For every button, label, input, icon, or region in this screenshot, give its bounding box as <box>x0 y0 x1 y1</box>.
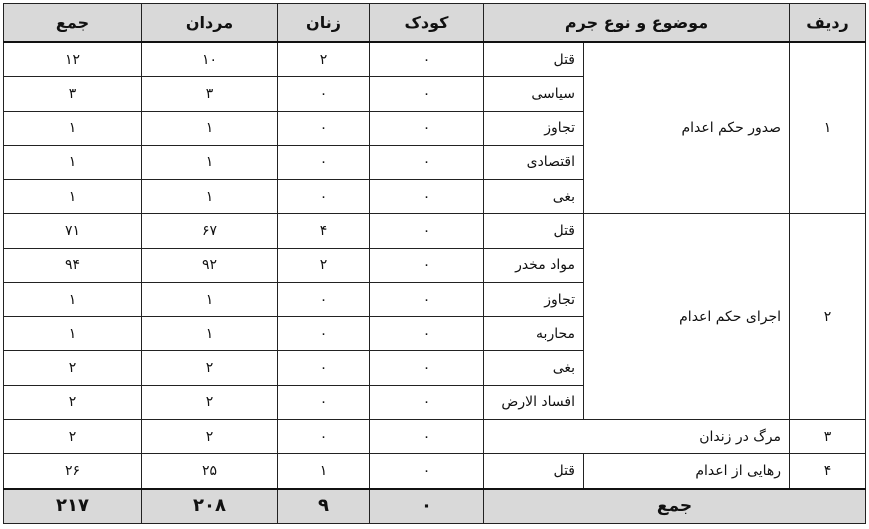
row-total: ۱ <box>4 111 142 145</box>
row-total: ۹۴ <box>4 248 142 282</box>
men-count: ۲۵ <box>142 454 278 489</box>
table-row <box>4 454 866 489</box>
execution-statistics-table <box>3 3 866 524</box>
children-count: ۰ <box>370 419 484 453</box>
children-count: ۰ <box>370 351 484 385</box>
children-count: ۰ <box>370 111 484 145</box>
category-label: صدور حکم اعدام <box>584 42 790 214</box>
row-total: ۱ <box>4 282 142 316</box>
row-index: ۱ <box>790 42 866 214</box>
row-total: ۱۲ <box>4 42 142 77</box>
row-total: ۲۶ <box>4 454 142 489</box>
men-count: ۱۰ <box>142 42 278 77</box>
men-count: ۲ <box>142 351 278 385</box>
grand-total: ۲۱۷ <box>4 489 142 524</box>
crime-type: مواد مخدر <box>484 248 584 282</box>
row-total: ۳ <box>4 77 142 111</box>
category-label: رهایی از اعدام <box>584 454 790 489</box>
men-count: ۲ <box>142 385 278 419</box>
women-count: ۱ <box>278 454 370 489</box>
header-row <box>4 4 866 43</box>
children-count: ۰ <box>370 385 484 419</box>
crime-type: قتل <box>484 42 584 77</box>
crime-type: قتل <box>484 454 584 489</box>
men-count: ۱ <box>142 317 278 351</box>
crime-type: بغی <box>484 351 584 385</box>
row-total: ۲ <box>4 351 142 385</box>
row-index: ۲ <box>790 214 866 420</box>
totals-label: جمع <box>484 489 866 524</box>
children-count: ۰ <box>370 282 484 316</box>
women-count: ۰ <box>278 385 370 419</box>
table-row <box>4 42 866 77</box>
row-total: ۲ <box>4 385 142 419</box>
table-row <box>4 214 866 248</box>
crime-type: اقتصادی <box>484 145 584 179</box>
header-women: زنان <box>278 4 370 43</box>
children-count: ۰ <box>370 317 484 351</box>
women-count: ۲ <box>278 248 370 282</box>
men-count: ۱ <box>142 180 278 214</box>
row-total: ۷۱ <box>4 214 142 248</box>
crime-type: تجاوز <box>484 282 584 316</box>
women-count: ۰ <box>278 282 370 316</box>
crime-type: محاربه <box>484 317 584 351</box>
row-total: ۱ <box>4 317 142 351</box>
children-count: ۰ <box>370 214 484 248</box>
men-count: ۱ <box>142 145 278 179</box>
women-count: ۰ <box>278 317 370 351</box>
children-count: ۰ <box>370 454 484 489</box>
category-label: اجرای حکم اعدام <box>584 214 790 420</box>
table-row <box>4 419 866 453</box>
children-count: ۰ <box>370 77 484 111</box>
women-count: ۰ <box>278 419 370 453</box>
women-count: ۰ <box>278 77 370 111</box>
children-count: ۰ <box>370 42 484 77</box>
crime-type: بغی <box>484 180 584 214</box>
women-count: ۴ <box>278 214 370 248</box>
crime-type: قتل <box>484 214 584 248</box>
women-count: ۰ <box>278 111 370 145</box>
women-count: ۰ <box>278 351 370 385</box>
children-count: ۰ <box>370 145 484 179</box>
crime-type: افساد الارض <box>484 385 584 419</box>
men-total: ۲۰۸ <box>142 489 278 524</box>
children-total: ۰ <box>370 489 484 524</box>
women-count: ۰ <box>278 145 370 179</box>
men-count: ۳ <box>142 77 278 111</box>
header-men: مردان <box>142 4 278 43</box>
category-label: مرگ در زندان <box>484 419 790 453</box>
crime-type: سیاسی <box>484 77 584 111</box>
row-total: ۲ <box>4 419 142 453</box>
men-count: ۱ <box>142 282 278 316</box>
row-index: ۴ <box>790 454 866 489</box>
women-count: ۲ <box>278 42 370 77</box>
header-children: کودک <box>370 4 484 43</box>
header-subject: موضوع و نوع جرم <box>484 4 790 43</box>
men-count: ۶۷ <box>142 214 278 248</box>
men-count: ۱ <box>142 111 278 145</box>
women-count: ۰ <box>278 180 370 214</box>
totals-row <box>4 489 866 524</box>
crime-type: تجاوز <box>484 111 584 145</box>
header-total: جمع <box>4 4 142 43</box>
men-count: ۹۲ <box>142 248 278 282</box>
row-index: ۳ <box>790 419 866 453</box>
children-count: ۰ <box>370 248 484 282</box>
women-total: ۹ <box>278 489 370 524</box>
header-radif: ردیف <box>790 4 866 43</box>
row-total: ۱ <box>4 145 142 179</box>
men-count: ۲ <box>142 419 278 453</box>
children-count: ۰ <box>370 180 484 214</box>
row-total: ۱ <box>4 180 142 214</box>
